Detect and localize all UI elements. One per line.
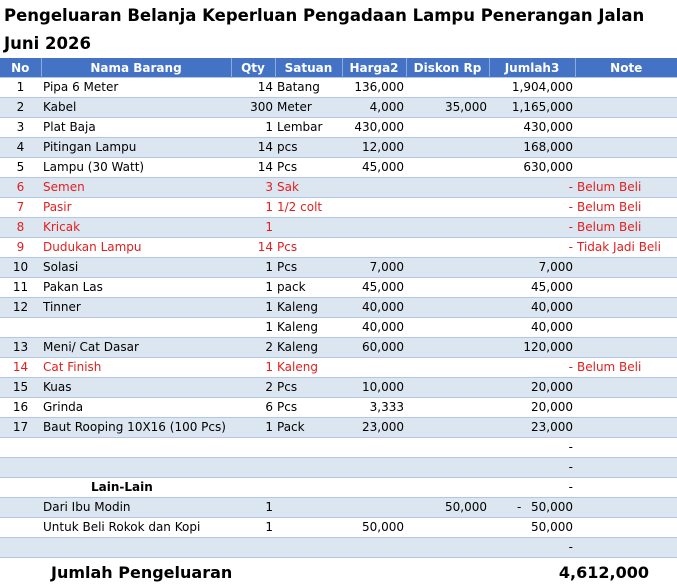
cell-satuan[interactable] <box>275 438 342 458</box>
cell-note[interactable] <box>575 478 677 498</box>
cell-satuan[interactable] <box>275 518 342 538</box>
cell-jumlah[interactable]: 20,000 <box>489 378 575 398</box>
cell-no[interactable]: 6 <box>0 178 41 198</box>
cell-jumlah[interactable]: - <box>489 458 575 478</box>
cell-note[interactable]: Belum Beli <box>575 198 677 218</box>
cell-no[interactable]: 9 <box>0 238 41 258</box>
header-nama-barang[interactable]: Nama Barang <box>41 58 231 78</box>
cell-diskon[interactable] <box>406 298 489 318</box>
cell-qty[interactable]: 1 <box>231 118 275 138</box>
cell-no[interactable]: 16 <box>0 398 41 418</box>
cell-satuan[interactable] <box>275 458 342 478</box>
cell-satuan[interactable] <box>275 538 342 558</box>
cell-note[interactable] <box>575 318 677 338</box>
cell-nama-barang[interactable]: Grinda <box>41 398 231 418</box>
cell-diskon[interactable] <box>406 158 489 178</box>
cell-no[interactable]: 17 <box>0 418 41 438</box>
cell-nama-barang[interactable]: Dari Ibu Modin <box>41 498 231 518</box>
cell-diskon[interactable] <box>406 278 489 298</box>
cell-diskon[interactable] <box>406 338 489 358</box>
cell-satuan[interactable]: Pcs <box>275 258 342 278</box>
cell-harga[interactable] <box>342 498 406 518</box>
cell-jumlah[interactable]: 45,000 <box>489 278 575 298</box>
cell-diskon[interactable] <box>406 438 489 458</box>
cell-qty[interactable]: 1 <box>231 258 275 278</box>
cell-no[interactable]: 5 <box>0 158 41 178</box>
table-row <box>0 198 677 218</box>
diskon-value: 50,000 <box>445 500 487 514</box>
cell-qty[interactable]: 1 <box>231 298 275 318</box>
cell-no[interactable] <box>0 318 41 338</box>
cell-nama-barang[interactable]: Meni/ Cat Dasar <box>41 338 231 358</box>
cell-no[interactable]: 12 <box>0 298 41 318</box>
cell-note[interactable]: Belum Beli <box>575 358 677 378</box>
cell-qty[interactable] <box>231 458 275 478</box>
table-row <box>0 138 677 158</box>
header-harga[interactable]: Harga2 <box>342 58 406 78</box>
cell-diskon[interactable] <box>406 398 489 418</box>
cell-qty[interactable] <box>231 478 275 498</box>
header-no[interactable]: No <box>0 58 41 78</box>
cell-harga[interactable] <box>342 218 406 238</box>
cell-note[interactable] <box>575 418 677 438</box>
cell-nama-barang[interactable] <box>41 458 231 478</box>
cell-note[interactable] <box>575 138 677 158</box>
table-row <box>0 278 677 298</box>
cell-nama-barang[interactable]: Kabel <box>41 98 231 118</box>
cell-satuan[interactable]: Kaleng <box>275 338 342 358</box>
cell-jumlah[interactable]: - <box>489 178 575 198</box>
cell-diskon[interactable] <box>406 238 489 258</box>
cell-satuan[interactable] <box>275 478 342 498</box>
cell-note[interactable] <box>575 278 677 298</box>
cell-satuan[interactable]: Lembar <box>275 118 342 138</box>
cell-qty[interactable]: 300 <box>231 98 275 118</box>
cell-satuan[interactable]: Sak <box>275 178 342 198</box>
table-row <box>0 118 677 138</box>
cell-harga[interactable]: 50,000 <box>342 518 406 538</box>
cell-satuan[interactable]: Kaleng <box>275 318 342 338</box>
cell-note[interactable] <box>575 378 677 398</box>
cell-note[interactable] <box>575 158 677 178</box>
cell-no[interactable] <box>0 498 41 518</box>
cell-no[interactable]: 1 <box>0 78 41 98</box>
cell-no[interactable]: 10 <box>0 258 41 278</box>
table-row <box>0 258 677 278</box>
cell-diskon[interactable] <box>406 258 489 278</box>
cell-jumlah[interactable]: 168,000 <box>489 138 575 158</box>
cell-jumlah[interactable]: 40,000 <box>489 298 575 318</box>
cell-harga[interactable]: 3,333 <box>342 398 406 418</box>
cell-diskon[interactable] <box>406 78 489 98</box>
cell-harga[interactable]: 40,000 <box>342 318 406 338</box>
cell-no[interactable] <box>0 458 41 478</box>
cell-diskon[interactable] <box>406 538 489 558</box>
cell-jumlah[interactable]: 1,165,000 <box>489 98 575 118</box>
cell-nama-barang[interactable]: Solasi <box>41 258 231 278</box>
dash-prefix: - <box>517 498 531 517</box>
cell-nama-barang[interactable]: Semen <box>41 178 231 198</box>
cell-diskon[interactable] <box>406 378 489 398</box>
cell-harga[interactable]: 430,000 <box>342 118 406 138</box>
cell-no[interactable]: 2 <box>0 98 41 118</box>
cell-harga[interactable] <box>342 458 406 478</box>
cell-nama-barang[interactable]: Kricak <box>41 218 231 238</box>
cell-harga[interactable] <box>342 238 406 258</box>
cell-note[interactable] <box>575 98 677 118</box>
cell-jumlah[interactable]: 20,000 <box>489 398 575 418</box>
cell-no[interactable] <box>0 558 41 587</box>
cell-nama-barang[interactable]: Kuas <box>41 378 231 398</box>
cell-harga[interactable]: 23,000 <box>342 418 406 438</box>
cell-nama-barang[interactable]: Tinner <box>41 298 231 318</box>
cell-satuan[interactable]: 1/2 colt <box>275 198 342 218</box>
cell-jumlah[interactable]: 40,000 <box>489 318 575 338</box>
cell-qty[interactable]: 3 <box>231 178 275 198</box>
cell-no[interactable] <box>0 518 41 538</box>
cell-satuan[interactable]: Pack <box>275 418 342 438</box>
cell-no[interactable]: 4 <box>0 138 41 158</box>
cell-qty[interactable]: 14 <box>231 238 275 258</box>
cell-harga[interactable] <box>342 538 406 558</box>
cell-satuan[interactable]: Meter <box>275 98 342 118</box>
cell-qty[interactable]: 6 <box>231 398 275 418</box>
cell-note[interactable]: Belum Beli <box>575 178 677 198</box>
cell-note[interactable] <box>575 78 677 98</box>
cell-nama-barang[interactable] <box>41 438 231 458</box>
cell-no[interactable] <box>0 438 41 458</box>
cell-satuan[interactable]: Batang <box>275 78 342 98</box>
total-label[interactable]: Jumlah Pengeluaran <box>41 558 406 587</box>
cell-satuan[interactable]: Kaleng <box>275 358 342 378</box>
cell-qty[interactable]: 1 <box>231 418 275 438</box>
cell-note[interactable] <box>575 518 677 538</box>
cell-qty[interactable]: 1 <box>231 218 275 238</box>
cell-no[interactable]: 15 <box>0 378 41 398</box>
cell-nama-barang[interactable]: Untuk Beli Rokok dan Kopi <box>41 518 231 538</box>
cell-harga[interactable]: 4,000 <box>342 98 406 118</box>
cell-qty[interactable]: 14 <box>231 78 275 98</box>
cell-satuan[interactable]: Pcs <box>275 238 342 258</box>
cell-diskon[interactable] <box>406 478 489 498</box>
cell-harga[interactable] <box>342 178 406 198</box>
cell-qty[interactable]: 2 <box>231 378 275 398</box>
cell-harga[interactable]: 45,000 <box>342 158 406 178</box>
cell-jumlah[interactable] <box>489 498 575 518</box>
table-row-empty <box>0 538 677 558</box>
jumlah-value: 50,000 <box>531 520 573 534</box>
cell-qty[interactable]: 1 <box>231 498 275 518</box>
cell-qty[interactable] <box>231 538 275 558</box>
cell-note[interactable] <box>575 258 677 278</box>
cell-nama-barang[interactable]: Dudukan Lampu <box>41 238 231 258</box>
cell-harga[interactable]: 10,000 <box>342 378 406 398</box>
cell-note[interactable] <box>575 458 677 478</box>
cell-note[interactable] <box>575 438 677 458</box>
cell-note[interactable] <box>575 498 677 518</box>
table-row <box>0 238 677 258</box>
other-row <box>0 498 677 518</box>
cell-diskon[interactable] <box>406 518 489 538</box>
cell-nama-barang[interactable]: Pasir <box>41 198 231 218</box>
cell-nama-barang[interactable] <box>41 538 231 558</box>
cell-jumlah[interactable]: 23,000 <box>489 418 575 438</box>
cell-jumlah[interactable]: 120,000 <box>489 338 575 358</box>
cell-satuan[interactable]: Pcs <box>275 398 342 418</box>
cell-qty[interactable]: 1 <box>231 198 275 218</box>
header-qty[interactable]: Qty <box>231 58 275 78</box>
cell-jumlah[interactable]: - <box>489 198 575 218</box>
cell-diskon[interactable] <box>406 198 489 218</box>
cell-harga[interactable] <box>342 358 406 378</box>
cell-harga[interactable]: 136,000 <box>342 78 406 98</box>
cell-harga[interactable] <box>342 438 406 458</box>
cell-diskon[interactable] <box>406 218 489 238</box>
cell-note[interactable]: Belum Beli <box>575 218 677 238</box>
header-jumlah[interactable]: Jumlah3 <box>489 58 575 78</box>
cell-jumlah[interactable] <box>489 518 575 538</box>
cell-diskon[interactable] <box>406 498 489 518</box>
cell-no[interactable] <box>0 538 41 558</box>
table-row <box>0 178 677 198</box>
cell-qty[interactable]: 2 <box>231 338 275 358</box>
table-row <box>0 298 677 318</box>
cell-satuan[interactable]: pack <box>275 278 342 298</box>
cell-satuan[interactable]: pcs <box>275 138 342 158</box>
cell-harga[interactable]: 12,000 <box>342 138 406 158</box>
cell-note[interactable] <box>575 398 677 418</box>
cell-satuan[interactable] <box>275 498 342 518</box>
cell-satuan[interactable] <box>275 218 342 238</box>
page-title: Pengeluaran Belanja Keperluan Pengadaan Lampu Penerangan Jalan <box>4 6 644 25</box>
table-row <box>0 458 677 478</box>
cell-nama-barang[interactable]: Pakan Las <box>41 278 231 298</box>
cell-nama-barang[interactable] <box>41 318 231 338</box>
table-row <box>0 78 677 98</box>
cell-harga[interactable]: 45,000 <box>342 278 406 298</box>
table-row <box>0 378 677 398</box>
cell-harga[interactable] <box>342 478 406 498</box>
table-row <box>0 218 677 238</box>
cell-note[interactable] <box>575 298 677 318</box>
cell-qty[interactable]: 1 <box>231 278 275 298</box>
jumlah-value: 50,000 <box>531 500 573 514</box>
cell-diskon[interactable] <box>406 118 489 138</box>
cell-no[interactable]: 3 <box>0 118 41 138</box>
cell-jumlah[interactable]: - <box>489 218 575 238</box>
total-row <box>0 558 677 587</box>
cell-jumlah[interactable]: - <box>489 238 575 258</box>
cell-jumlah[interactable]: - <box>489 538 575 558</box>
cell-note[interactable] <box>575 338 677 358</box>
cell-jumlah[interactable]: 430,000 <box>489 118 575 138</box>
cell-satuan[interactable]: Kaleng <box>275 298 342 318</box>
cell-satuan[interactable]: Pcs <box>275 378 342 398</box>
cell-nama-barang[interactable]: Pipa 6 Meter <box>41 78 231 98</box>
table-row <box>0 398 677 418</box>
cell-diskon[interactable] <box>406 138 489 158</box>
cell-qty[interactable]: 1 <box>231 518 275 538</box>
cell-harga[interactable]: 60,000 <box>342 338 406 358</box>
cell-jumlah[interactable]: 7,000 <box>489 258 575 278</box>
cell-no[interactable]: 7 <box>0 198 41 218</box>
table-row <box>0 438 677 458</box>
cell-qty[interactable]: 14 <box>231 158 275 178</box>
cell-qty[interactable] <box>231 438 275 458</box>
expense-table <box>0 58 677 587</box>
cell-jumlah[interactable]: 1,904,000 <box>489 78 575 98</box>
cell-no[interactable]: 8 <box>0 218 41 238</box>
cell-satuan[interactable]: Pcs <box>275 158 342 178</box>
cell-jumlah[interactable]: - <box>489 358 575 378</box>
cell-nama-barang[interactable]: Lampu (30 Watt) <box>41 158 231 178</box>
cell-note[interactable]: Tidak Jadi Beli <box>575 238 677 258</box>
cell-jumlah[interactable]: 630,000 <box>489 158 575 178</box>
cell-jumlah[interactable]: - <box>489 478 575 498</box>
page-subtitle-date: Juni 2026 <box>4 34 91 53</box>
cell-no[interactable]: 13 <box>0 338 41 358</box>
cell-no[interactable]: 11 <box>0 278 41 298</box>
cell-no[interactable]: 14 <box>0 358 41 378</box>
table-row <box>0 358 677 378</box>
cell-diskon[interactable] <box>406 418 489 438</box>
table-row <box>0 158 677 178</box>
cell-qty[interactable]: 14 <box>231 138 275 158</box>
cell-harga[interactable]: 7,000 <box>342 258 406 278</box>
section-row-lain-lain <box>0 478 677 498</box>
total-value[interactable]: 4,612,000 <box>406 558 677 587</box>
cell-diskon[interactable] <box>406 178 489 198</box>
table-row <box>0 318 677 338</box>
section-label[interactable]: Lain-Lain <box>41 478 231 498</box>
cell-harga[interactable]: 40,000 <box>342 298 406 318</box>
table-row <box>0 338 677 358</box>
cell-note[interactable] <box>575 538 677 558</box>
cell-qty[interactable]: 1 <box>231 358 275 378</box>
cell-diskon[interactable] <box>406 318 489 338</box>
cell-diskon[interactable]: 35,000 <box>406 98 489 118</box>
cell-nama-barang[interactable]: Pitingan Lampu <box>41 138 231 158</box>
header-satuan[interactable]: Satuan <box>275 58 342 78</box>
header-row <box>0 58 677 78</box>
cell-diskon[interactable] <box>406 358 489 378</box>
header-diskon[interactable]: Diskon Rp <box>406 58 489 78</box>
cell-nama-barang[interactable]: Plat Baja <box>41 118 231 138</box>
cell-qty[interactable]: 1 <box>231 318 275 338</box>
cell-nama-barang[interactable]: Baut Rooping 10X16 (100 Pcs) <box>41 418 231 438</box>
cell-no[interactable] <box>0 478 41 498</box>
cell-jumlah[interactable]: - <box>489 438 575 458</box>
cell-nama-barang[interactable]: Cat Finish <box>41 358 231 378</box>
other-row <box>0 518 677 538</box>
cell-diskon[interactable] <box>406 458 489 478</box>
cell-note[interactable] <box>575 118 677 138</box>
header-note[interactable]: Note <box>575 58 677 78</box>
cell-harga[interactable] <box>342 198 406 218</box>
table-row <box>0 98 677 118</box>
table-row <box>0 418 677 438</box>
